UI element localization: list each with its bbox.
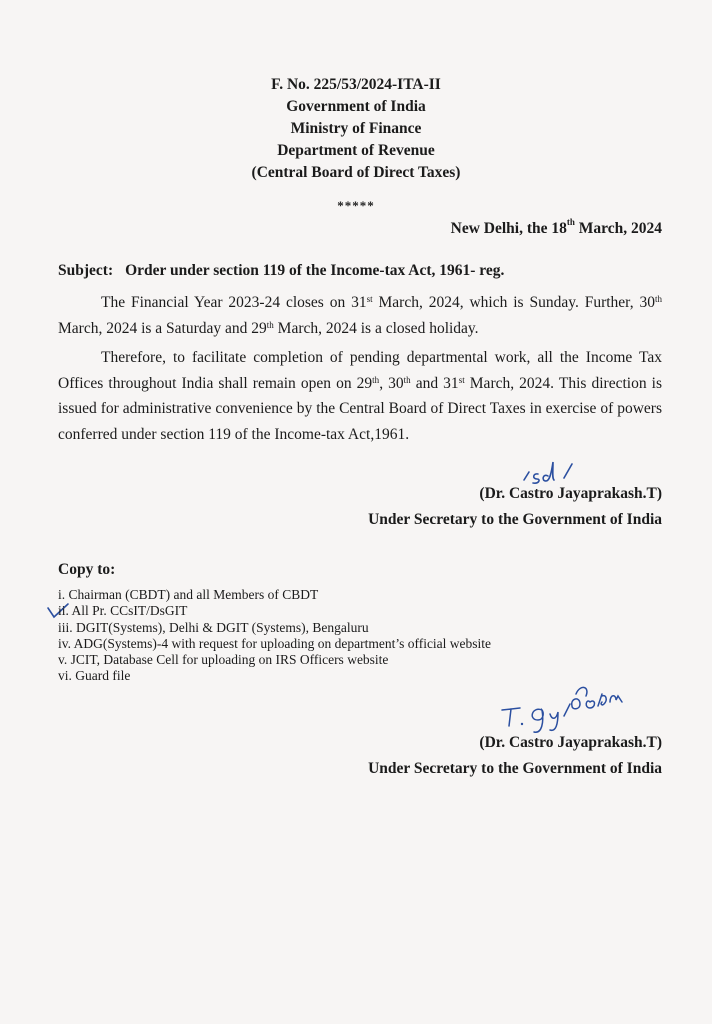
list-item: vi. Guard file — [58, 668, 131, 684]
date-prefix: New Delhi, the — [450, 220, 552, 237]
list-item: iii. DGIT(Systems), Delhi & DGIT (Systems), Bengaluru — [58, 619, 369, 635]
date-suffix: th — [566, 217, 575, 227]
copy-to-list — [58, 587, 491, 685]
subject-label: Subject: — [58, 262, 114, 279]
p1-text-a: The Financial Year 2023-24 closes on 31 — [101, 294, 367, 311]
signature-block-2 — [368, 730, 662, 782]
ministry-name: Ministry of Finance — [290, 120, 422, 137]
file-number: F. No. 225/53/2024-ITA-II — [271, 76, 441, 93]
board-name: (Central Board of Direct Taxes) — [251, 164, 461, 181]
department-name: Department of Revenue — [277, 142, 435, 159]
subject-text: Order under section 119 of the Income-tax Act, 1961- reg. — [125, 262, 505, 279]
date-line — [450, 217, 662, 238]
signatory-name: (Dr. Castro Jayaprakash.T) — [479, 734, 662, 751]
paragraph-2 — [58, 345, 662, 447]
list-item: v. JCIT, Database Cell for uploading on IRS Officers website — [58, 652, 389, 668]
date-day: 18 — [551, 220, 567, 237]
p2-sup-a: th — [372, 374, 380, 385]
p2-sup-b: th — [403, 374, 411, 385]
p1-text-d: March, 2024 is a closed holiday. — [273, 319, 479, 337]
paragraph-1 — [58, 290, 662, 341]
signatory-designation: Under Secretary to the Government of India — [368, 760, 662, 777]
separator: ***** — [337, 198, 375, 213]
handwritten-signature — [498, 676, 628, 736]
subject-line — [58, 262, 504, 280]
signature-block-1 — [368, 481, 662, 533]
p2-text-b: , 30 — [379, 374, 404, 392]
list-item: ii. All Pr. CCsIT/DsGIT — [58, 603, 188, 619]
letterhead — [0, 74, 712, 184]
p1-sup-b: th — [654, 294, 662, 304]
list-item: i. Chairman (CBDT) and all Members of CBDT — [58, 587, 319, 602]
list-item: iv. ADG(Systems)-4 with request for uploading on department’s official website — [58, 635, 492, 651]
p2-text-c: and 31 — [410, 374, 459, 392]
p2-text-a: Therefore, to facilitate completion of pending departmental work, all the Income Tax Offices throughout India shall remain open on 29 — [58, 349, 662, 392]
p2-sup-c: st — [458, 374, 465, 385]
signatory-name: (Dr. Castro Jayaprakash.T) — [479, 485, 662, 502]
p2-text-d: March, 2024. This direction is issued for administrative convenience by the Central Board of Direct Taxes in exercise of powers conferred under section 119 of the Income-tax Act,1961. — [58, 374, 662, 443]
government-name: Government of India — [286, 98, 426, 115]
signatory-designation: Under Secretary to the Government of India — [368, 511, 662, 528]
p1-text-b: March, 2024, which is Sunday. Further, 30 — [372, 294, 655, 311]
p1-sup-a: st — [366, 294, 373, 304]
copy-to-heading: Copy to: — [58, 561, 116, 578]
date-rest: March, 2024 — [574, 220, 662, 237]
p1-text-c: March, 2024 is a Saturday and 29 — [58, 319, 267, 337]
p1-sup-c: th — [266, 319, 274, 330]
